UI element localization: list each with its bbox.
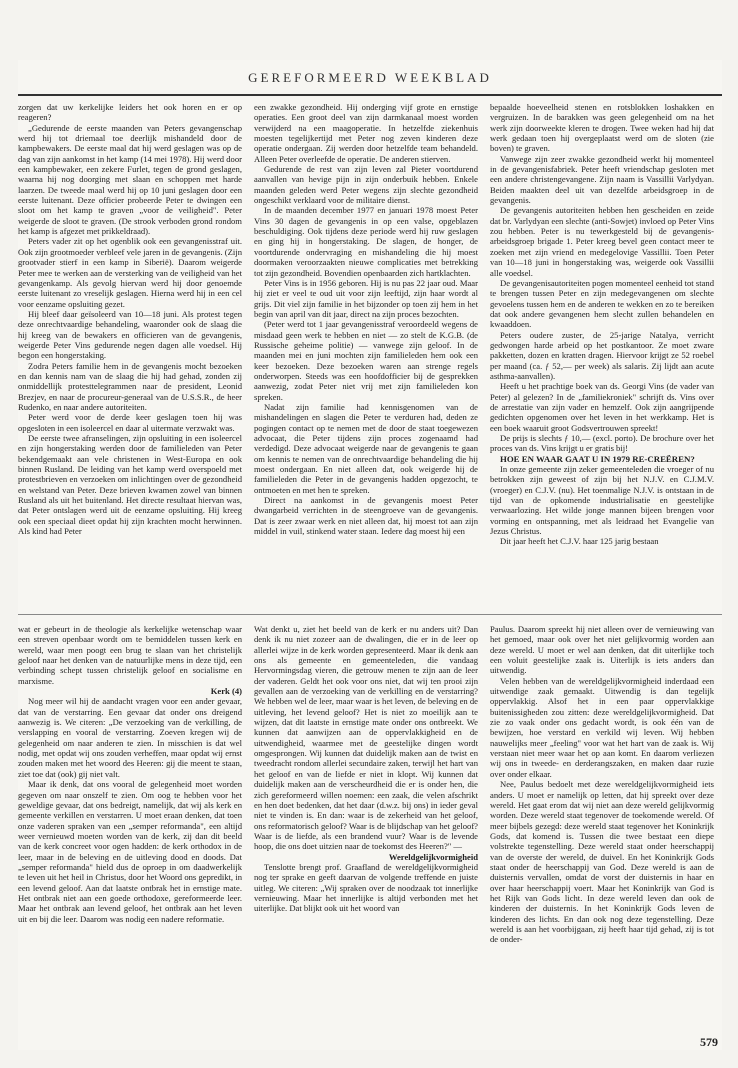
paragraph: Dit jaar heeft het C.J.V. haar 125 jarig bestaan <box>500 536 659 547</box>
paragraph: bepaalde hoeveelheid stenen en rotsblokken loshakken en vergruizen. In de barakken was geen gelegenheid om na het werk zijn doorweekte kleren te drogen. Twee weken had hij dat werk gedaan toen hij overgeplaatst werd om de sloten (zie boven) te graven. <box>490 102 714 154</box>
paragraph: „Gedurende de eerste maanden van Peters gevangenschap werd hij tot driemaal toe deerlijk mishandeld door de kampbewakers. De eerste maal dat hij werd geslagen was op de dag van zijn aankomst in het kamp (14 mei 1978). Hij werd door een kampbewaker, een zekere Furlet, tegen de grond geslagen, waarna hij nog doorging met slaan en schoppen met harde laarzen. De tweede maal werd hij op 10 juni geslagen door een eerste luitenant. Deze officier probeerde Peter te dwingen een sloot om het kamp te graven „voor de veiligheid". Peter weigerde de sloot te graven. (De strook verboden grond rondom het kamp is afgezet met prikkeldraad). <box>18 122 242 237</box>
paragraph: Velen hebben van de wereldgelijkvormigheid inderdaad een uitwendige zaak gemaakt. Uitwendig is dan tegelijk oppervlakkig. Alsof het in een paar oppervlakkige buitenissigheden zou zitten: deze wereldgelijkvormigheid. Dat zie zo vaak onder ons gedacht wordt, is ook één van de bewijzen, hoe verstard en verkild wij leven. Wij hebben nauwelijks meer „feeling" voor wat het hart van de zaak is. Wij verstaan niet meer waar het op aan komt. En daarom verliezen wij ons in tweede- en derderangszaken, en maken daar ruzie over onder elkaar. <box>490 675 714 779</box>
paragraph: Zodra Peters familie hem in de gevangenis mocht bezoeken en dan kennis nam van de slaag die hij had gehad, zonden zij onmiddellijk protesttelegrammen naar de president, Leonid Brezjev, en naar de procureur-generaal van de U.S.S.R., de heer Rudenko, en naar andere autoriteiten. <box>18 360 242 412</box>
paragraph: De gevangenis autoriteiten hebben hen gescheiden en zeide dat br. Varlydyan een slechte (anti-Sowjet) invloed op Peter Vins zou hebben. Peter is nu tewerkgesteld bij de gevangenis-arbeidsgroep brigade 1. Peter kreeg bevel geen contact meer te zoeken met zijn vriend en medegelovige Vassillii. Toen Peter van 10—18 juni in hongerstaking was, weigerde ook Vassillii alle voedsel. <box>490 205 714 278</box>
paragraph: De prijs is slechts ƒ 10,— (excl. porto). De brochure over het proces van ds. Vins krijgt u er gratis bij! <box>490 433 714 454</box>
section-heading: HOE EN WAAR GAAT U IN 1979 RE-CREËREN? <box>500 453 695 464</box>
paragraph: Nee, Paulus bedoelt met deze wereldgelijkvormigheid iets anders. U moet er namelijk op letten, dat hij spreekt over deze wereld. Het gaat erom dat wij niet aan deze wereld gelijkvormig worden. Deze wereld staat tegenover de toekomende wereld. Of meer bijbels gezegd: deze wereld staat tegenover het Koninkrijk Gods, dat komend is. Tussen die twee bestaat een diepe volstrekte tegenstelling. Deze wereld staat onder heerschappij van de overste der wereld, de duivel. En het Koninkrijk Gods staat onder de heerschappij van God. Deze wereld is aan de duisternis vervallen, omdat de vorst der duisternis in haar en over haar heerschappij voert. Maar het Koninkrijk van God is het Rijk van Gods licht. In deze wereld leven dan ook de kinderen der duisternis. In het Koninkrijk Gods leven de kinderen des lichts. En dan ook nog deze tegenstelling. Deze wereld is aan het voorbijgaan, zij heeft haar tijd gehad, zij is tot de onder- <box>490 779 714 945</box>
masthead: GEREFORMEERD WEEKBLAD <box>248 70 492 85</box>
paragraph: zorgen dat uw kerkelijke leiders het ook horen en er op reageren? <box>18 102 242 123</box>
bottom-column-3 <box>490 624 714 1034</box>
paragraph: Paulus. Daarom spreekt hij niet alleen over de vernieuwing van het gemoed, maar ook over het niet gelijkvormig worden aan deze wereld. U moet er wel aan denken, dat dit uiterlijke toch een voluit geestelijke zaak is. Uiterlijk is iets anders dan uitwendig. <box>490 624 714 676</box>
bottom-column-1 <box>18 624 242 1034</box>
paragraph: wat er gebeurt in de theologie als kerkelijke wetenschap waar een streven openbaar wordt om te bemiddelen tussen kerk en wereld, waar men poogt een brug te slaan van het christelijk geloof naar het denken van de natuurlijke mens in deze tijd, een verbinding schept tussen christelijk geloof en socialisme en marxisme. <box>18 624 242 686</box>
top-column-3 <box>490 102 714 608</box>
top-section <box>18 102 722 608</box>
paragraph: een zwakke gezondheid. Hij onderging vijf grote en ernstige operaties. Een groot deel van zijn darmkanaal moest worden verwijderd na een maagoperatie. In hetzelfde ziekenhuis moesten tegelijkertijd met Peter nog zeven kinderen deze operatie ondergaan. Zij werden door hetzelfde team behandeld. Alleen Peter overleefde de operatie. De anderen stierven. <box>254 102 478 164</box>
paragraph: Gedurende de rest van zijn leven zal Pieter voortdurend aanvallen van hevige pijn in zijn onderbuik hebben. Enkele maanden geleden werd Peter wegens zijn slechte gezondheid ongeschikt verklaard voor de militaire dienst. <box>254 164 478 206</box>
paragraph: Wat denkt u, ziet het beeld van de kerk er nu anders uit? Dan denk ik nu niet zozeer aan de dwalingen, die er in de leer op allerlei wijze in de kerk worden gepresenteerd. Maar ik denk aan ons als gemeente en gemeenteleden, die vandaag Hervormingsdag vieren, die getrouw menen te zijn aan de leer der vaderen. Geldt het ook voor ons niet, dat wij ten prooi zijn gevallen aan de verzoeking van de verkilling en de verstarring? We hebben wel de leer, maar waar is het leven, de beleving en de uitleving, het levend geloof? Het is niet zo moeilijk aan te wijzen, dat dit laatste in ernstige mate onder ons ontbreekt. We kunnen dat aanwijzen aan de oppervlakkigheid en de uitwendigheid, waarmee met de geestelijke dingen wordt omgesprongen. Wij kunnen dat duidelijk maken aan de twist en tweedracht rondom allerlei secundaire zaken, terwijl het hart van het geloof en van de liefde er niet in klopt. Wij kunnen dat duidelijk maken aan de verscheurdheid die er is onder hen, die zich gereformeerd willen noemen: een zaak, die velen afschrikt en hen doet bedenken, dat het daar (d.w.z. bij ons) in ieder geval niet te vinden is. En dan: waar is de zekerheid van het geloof, ons reformatorisch geloof? Waar is de blijdschap van het geloof? Waar is de liefde, als een brandend vuur? Waar is de levende hoop, die ons doet uitzien naar de toekomst des Heeren?" — <box>254 624 478 852</box>
paragraph: Peters oudere zuster, de 25-jarige Natalya, verricht gedwongen harde arbeid op het postkantoor. Ze moet zware pakketten, dozen en kratten dragen. Hiervoor krijgt ze 52 roebel per maand (ca. ƒ 52,— per week) als salaris. Zij lijdt aan acute asthma-aanvallen). <box>490 329 714 381</box>
bottom-column-2 <box>254 624 478 1034</box>
newspaper-page <box>18 60 722 1050</box>
paragraph: In onze gemeente zijn zeker gemeenteleden die vroeger of nu betrokken zijn geweest of zijn bij het N.J.V. en C.J.M.V. (vroeger) en C.J.V. (nu). Het toenmalige N.J.V. is ontstaan in de tijd van de opkomende industrialisatie en geestelijke verwaarlozing. Het wilde jonge mannen bijeen brengen voor vorming en ontspanning, met als leidraad het Evangelie van Jezus Christus. <box>490 464 714 537</box>
paragraph: Vanwege zijn zeer zwakke gezondheid werkt hij momenteel in de gevangenisfabriek. Peter heeft vriendschap gesloten met een andere christengevangene. Zijn naam is Vassillii Varlydyan. Beiden maakten deel uit van dezelfde arbeidsgroep in de gevangenis. <box>490 153 714 206</box>
paragraph: Direct na aankomst in de gevangenis moest Peter dwangarbeid verrichten in de steengroeve van de gevangenis. Dat is zeer zwaar werk en niet alleen dat, hij moest tot aan zijn middel in vuil, stinkend water staan. Iedere dag moest hij een <box>254 495 478 537</box>
masthead-rule <box>18 94 722 96</box>
paragraph: (Peter werd tot 1 jaar gevangenisstraf veroordeeld wegens de misdaad geen werk te hebben en niet — zo stelt de K.G.B. (de Russische geheime politie) — vanwege zijn geloof. In de maanden mei en juni mochten zijn familieleden hem ook een keer bezoeken. Deze bezoeken waren aan strenge regels onderworpen. Steeds was een hoofdofficier bij de gesprekken aanwezig, zodat Peter niet vrij met zijn familieleden kon spreken. <box>254 319 478 402</box>
top-column-1 <box>18 102 242 608</box>
paragraph: De gevangenisautoriteiten pogen momenteel eenheid tot stand te brengen tussen Peter en zijn medegevangenen om slechte gevoelens tussen hem en de anderen te wekken en zo te bereiken dat ook andere gevangenen hem slecht zullen behandelen en kwaaddoen. <box>490 277 714 330</box>
section-divider <box>18 614 722 615</box>
page-number: 579 <box>700 1035 718 1049</box>
bottom-section <box>18 624 722 1034</box>
paragraph: Nadat zijn familie had kennisgenomen van de mishandelingen en slagen die Peter te verduren had, deden ze pogingen contact op te nemen met de door de staat toegewezen advocaat, die Peter tijdens zijn proces zogenaamd had verdedigd. Deze advocaat weigerde naar de gevangenis te gaan om kennis te nemen van de onrechtvaardige behandeling die hij moest ondergaan. En niet alleen dat, ook weigerde hij de familieleden die Peter in de gevangenis hadden opgezocht, te ontmoeten en met hen te spreken. <box>254 401 478 495</box>
paragraph: De eerste twee afranselingen, zijn opsluiting in een isoleercel en zijn hongerstaking werden door de familieleden van Peter bekendgemaakt aan vele christenen in West-Europa en ook binnen Rusland. De leiding van het kamp werd overspoeld met protestbrieven en verzoeken om inlichtingen over de gezondheid en welstand van Peter. Deze brieven kwamen zowel van binnen Rusland als uit het buitenland. Het directe resultaat hiervan was, dat Peter ontslagen werd uit de eenzame opsluiting. Hij kreeg ook een speciaal dieet opdat hij zijn krachten mocht herwinnen. Als kind had Peter <box>18 433 242 537</box>
paragraph: Maar ik denk, dat ons vooral de gelegenheid moet worden gegeven om naar onszelf te zien. Om oog te hebben voor het geweldige gevaar, dat ons bedreigt, namelijk, dat wij als kerk en gemeente verkillen en verstarren. U moet eraan denken, dat toen onze vaderen spraken van een „semper reformanda", een altijd weer vernieuwd moeten worden van de kerk, zij dan dit beeld van de kerk concreet voor ogen hadden: de kerk orthodox in de leer, maar in de beleving en de uitleving dood en doods. Dat „semper reformanda" hield dus de oproep in om daadwerkelijk te leven uit het heil in Christus, door het Woord ons gepredikt, in een levend geloof. Aan dat laatste ontbrak het in ernstige mate. Het ontbrak niet aan een goede orthodoxe, gereformeerde leer. Maar het ontbrak aan levend geloof, het ontbrak aan het leven uit en bij die leer. Daarom was nodig een nadere reformatie. <box>18 779 242 924</box>
paragraph: Peters vader zit op het ogenblik ook een gevangenisstraf uit. Ook zijn grootmoeder verbleef vele jaren in de gevangenis. (Zijn grootvader stierf in een kamp in Siberië). Daarom weigerde Peter mee te werken aan de versterking van de veiligheid van het gevangenkamp. Als gevolg hiervan werd hij door genoemde eerste luitenant zo vreselijk geslagen. Hierna werd hij in een cel voor eenzame opsluiting gezet. <box>18 236 242 309</box>
paragraph: Tenslotte brengt prof. Graafland de wereldgelijkvormigheid nog ter sprake en geeft daarvan de volgende treffende en juiste uitleg. We citeren: „Wij spraken over de noodzaak tot innerlijke vernieuwing. Maar het innerlijke is altijd verbonden met het uiterlijke. Dat blijkt ook uit het woord van <box>254 861 478 914</box>
paragraph: Peter werd voor de derde keer geslagen toen hij was opgesloten in een isoleercel en daar al uitermate verzwakt was. <box>18 412 242 433</box>
paragraph: Hij bleef daar geïsoleerd van 10—18 juni. Als protest tegen deze onrechtvaardige behandeling, waaronder ook de slaag die hij kreeg van de bewakers en officieren van de gevangenis, weigerde Peter Vins gedurende negen dagen alle voedsel. Hij begon een hongerstaking. <box>18 308 242 361</box>
paragraph: Peter Vins is in 1956 geboren. Hij is nu pas 22 jaar oud. Maar hij ziet er veel te oud uit voor zijn leeftijd, zijn haar wordt al grijs. Dit viel zijn familie in het bijzonder op toen zij hem in het begin van april van dit jaar, direct na zijn proces bezochten. <box>254 277 478 319</box>
paragraph: Heeft u het prachtige boek van ds. Georgi Vins (de vader van Peter) al gelezen? In de „familiekroniek" schrijft ds. Vins over de arrestatie van zijn vader en hemzelf. Ook zijn aangrijpende gedichten opgenomen over het leven in het werkkamp. Het is een boek waaruit groot Godsvertrouwen spreekt! <box>490 381 714 433</box>
paragraph: Nog meer wil hij de aandacht vragen voor een ander gevaar, dat van de verstarring. Een gevaar dat onder ons dreigend aanwezig is. We citeren: „De verzoeking van de verkilling, de verslapping en vooral de verstarring. Zoeven kregen wij de gelegenheid om naar anderen te zien. In misschien is dat wel nodig, met opdat wij ons zouden verheffen, maar opdat wij ernst zouden maken met het woord des Heeren: gij die meent te staan, ziet toe dat (ook) gij niet valt. <box>18 696 242 779</box>
paragraph: In de maanden december 1977 en januari 1978 moest Peter Vins 30 dagen de gevangenis in op een valse, opgeblazen beschuldiging. Ook tijdens deze periode werd hij ruw geslagen en ging hij in hongerstaking. De slagen, de honger, de voortdurende ondervraging en mishandeling die hij moest doormaken veroorzaakten nieuwe complicaties met betrekking tot zijn gezondheid. Bovendien openbaarden zich hartklachten. <box>254 205 478 278</box>
subheading: Wereldgelijkvormigheid <box>388 851 478 862</box>
subheading: Kerk (4) <box>210 686 242 697</box>
top-column-2 <box>254 102 478 608</box>
